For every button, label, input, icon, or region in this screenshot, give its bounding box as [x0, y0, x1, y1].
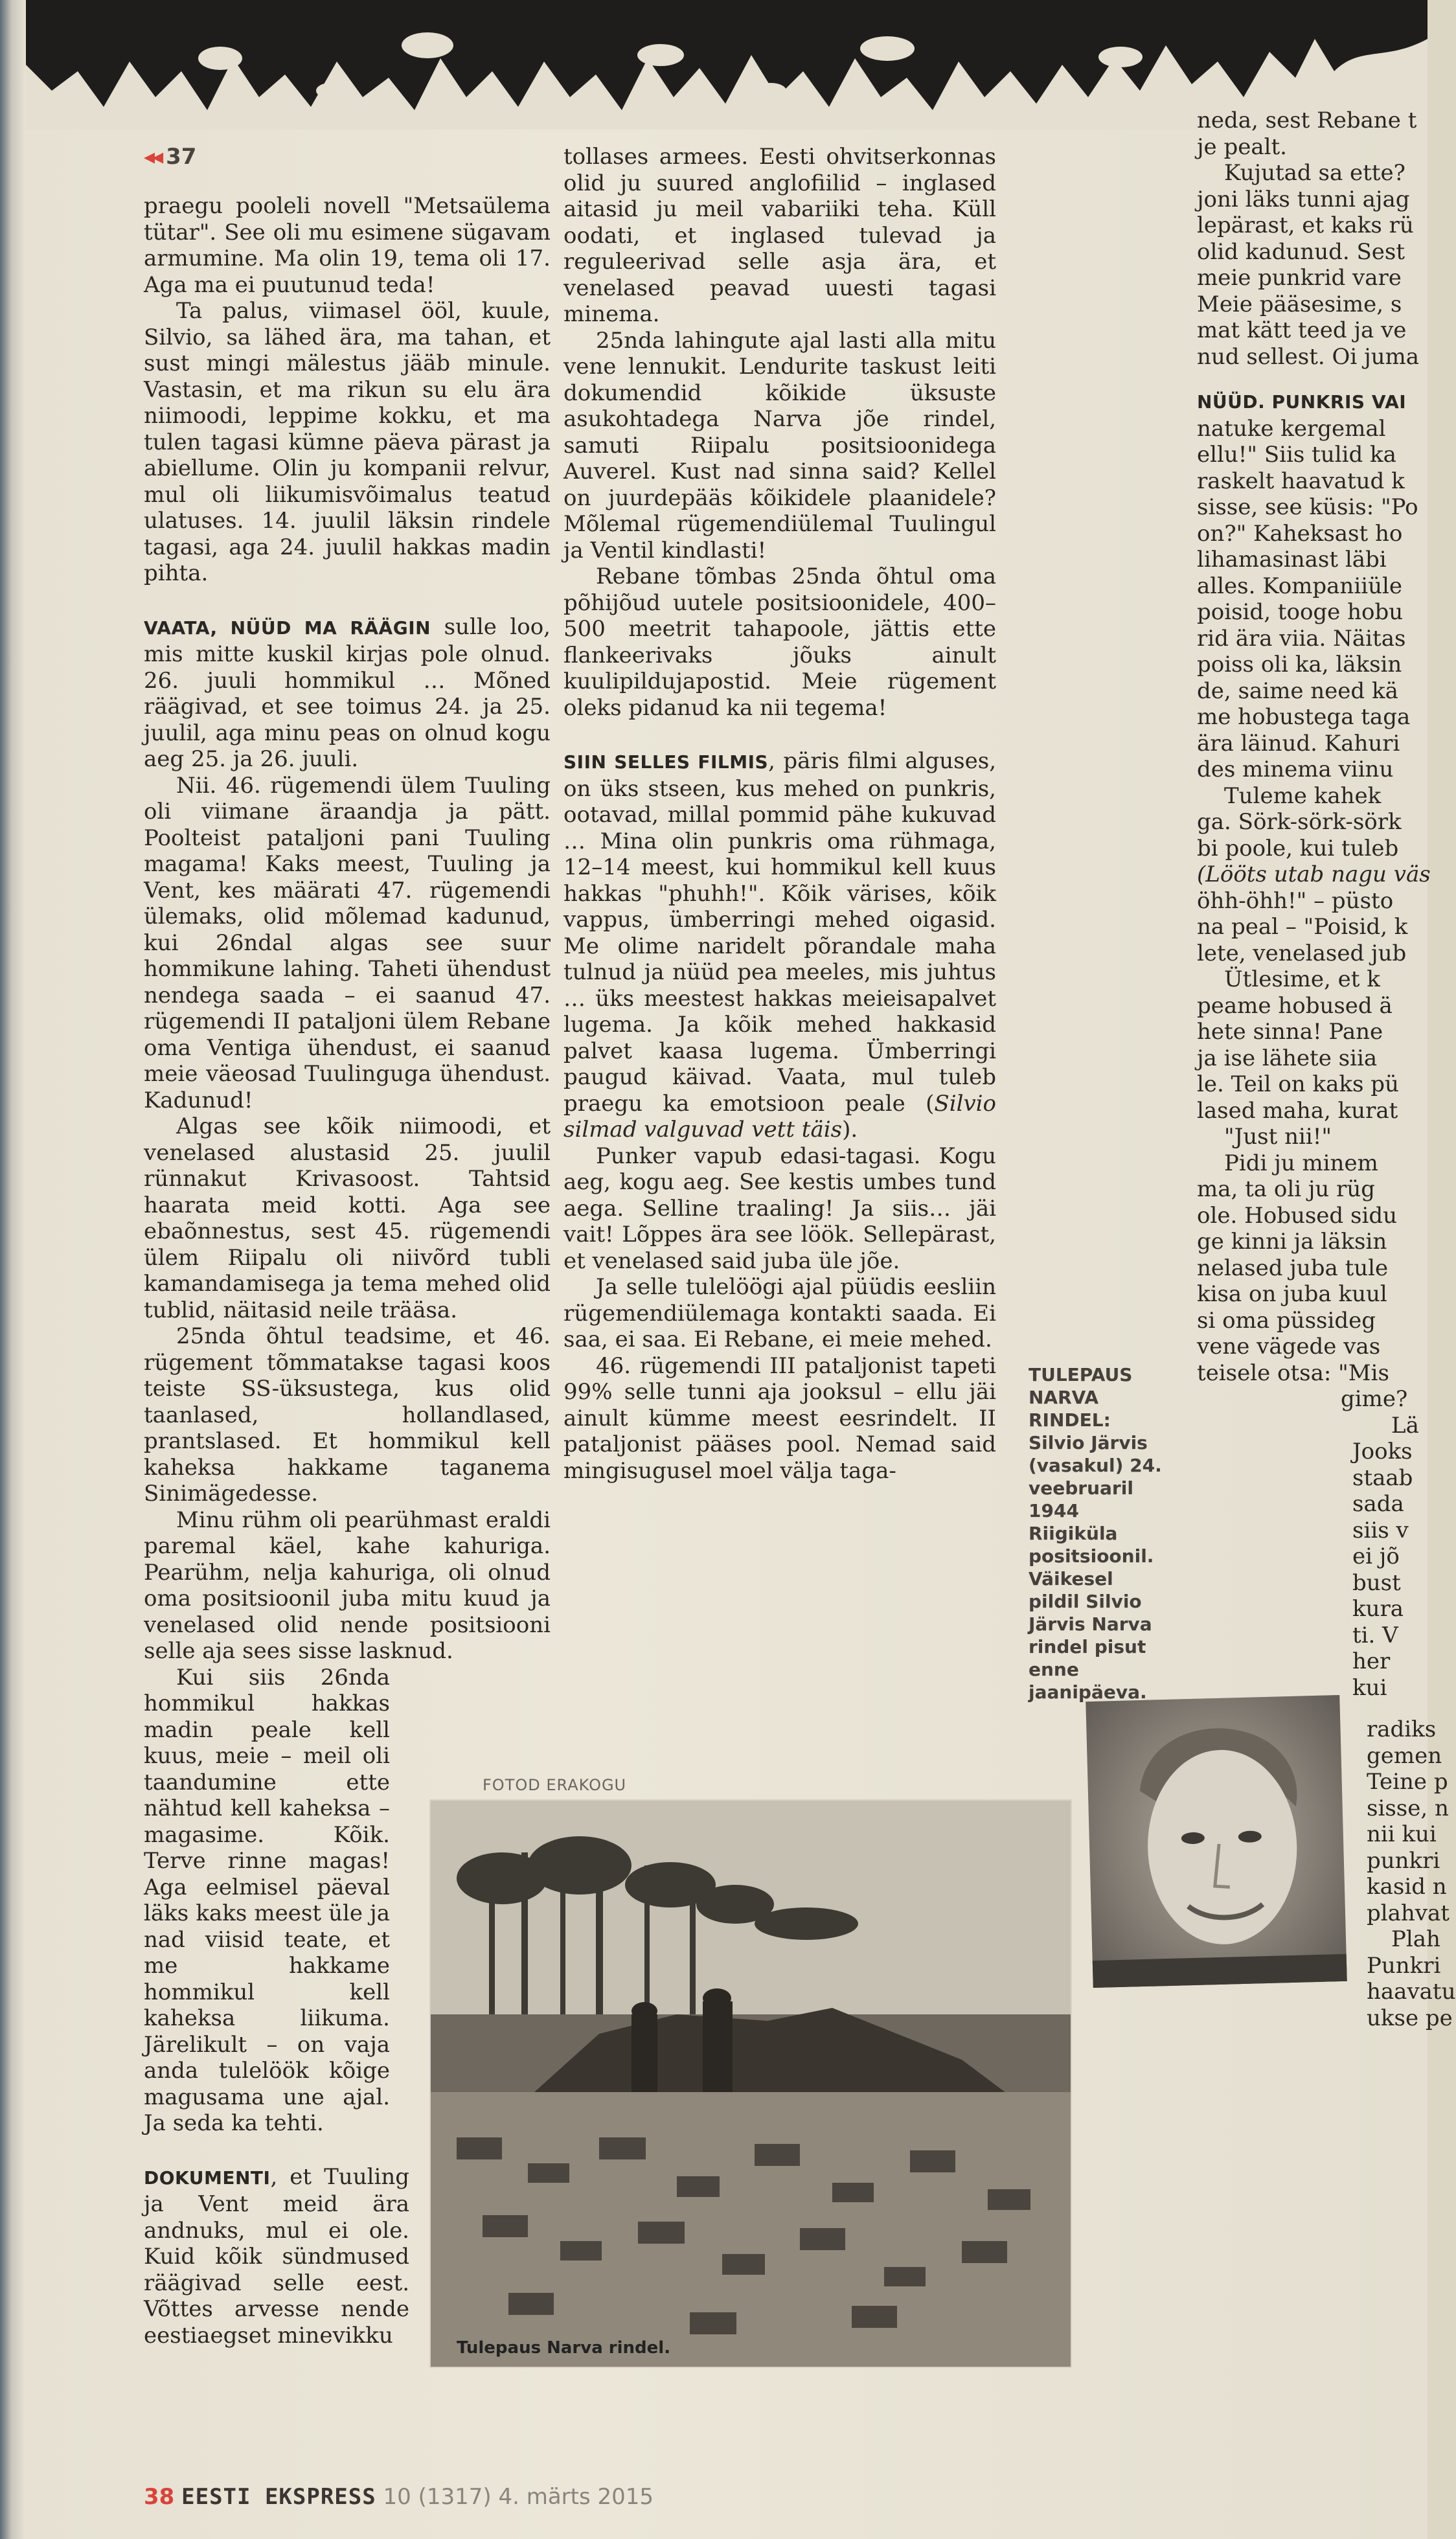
- page-number: 38: [144, 2484, 175, 2510]
- caption-text: Silvio Järvis (vasakul) 24. veebruaril 1944 Riigiküla positsioonil. Väikesel pildil Silvio Järvis Narva rindel pisut enne jaanipäeva.: [1029, 1432, 1162, 1703]
- paragraph: Minu rühm oli pearühmast eraldi paremal käel, kahe kahuriga. Pearühm, nelja kahuriga, oli olnud oma positsioonil juba mitu kuud ja venelased olid nende positsiooni selle aja sees sisse lasknud.: [144, 1507, 551, 1664]
- paragraph: Kui siis 26nda hommikul hakkas madin peale kell kuus, meie – meil oli taandumine ette nähtud kell kaheksa – magasime. Kõik. Terve rinne magas! Aga eelmisel päeval läks kaks meest üle ja nad viisid teate, et me hakkame hommikul kell kaheksa liikuma. Järelikult – on vaja anda tulelöök kõige magusama une ajal. Ja seda ka tehti.: [144, 1664, 390, 2136]
- magazine-page: [26, 0, 1456, 2539]
- section-lead: SIIN SELLES FILMIS: [563, 751, 769, 773]
- paragraph: tollases armees. Eesti ohvitserkonnas olid ju suured anglofiilid – inglased aitasid ju meil vabariiki teha. Küll oodati, et inglased tulevad ja reguleerivad selle asja ära, et venelased peavad uuesti tagasi minema.: [563, 144, 996, 327]
- paragraph: 25nda õhtul teadsime, et 46. rügement tõmmatakse tagasi koos teiste SS-üksustega, kus olid taanlased, hollandlased, prantslased. Et hommikul kell kaheksa hakkame taganema Sinimägedesse.: [144, 1323, 551, 1507]
- paragraph: SIIN SELLES FILMIS, päris filmi alguses, on üks stseen, kus mehed on punkris, ootavad, millal pommid pähe kukuvad … Mina olin punkris oma rühmaga, 12–14 meest, kui hommikul kell kuus hakkas "phuhh!". Kõik värises, kõik vappus, ümberringi mehed oigasid. Me olime naridelt põrandale maha tulnud ja nüüd pea meeles, mis juhtus … üks meestest hakkas meieisapalvet lugema. Ja kõik mehed hakkasid palvet kaasa lugema. Ümberringi paugud käivad. Vaata, mul tuleb praegu ka emotsioon peale (Silvio silmad valguvad vett täis).: [563, 748, 996, 1143]
- caption-title: TULEPAUS NARVA RINDEL:: [1029, 1364, 1133, 1431]
- double-arrow-left-icon: ◂◂: [144, 144, 161, 170]
- photo-narva-front: [431, 1801, 1071, 2367]
- photo-credit: FOTOD ERAKOGU: [483, 1776, 627, 1794]
- section-lead: NÜÜD. PUNKRIS VAI: [1197, 391, 1407, 413]
- paragraph: Ja selle tulelöögi ajal püüdis eesliin rügemendiülemaga kontakti saada. Ei saa, ei saa. Ei Rebane, ei meie mehed.: [563, 1274, 996, 1352]
- paragraph: Ta palus, viimasel ööl, kuule, Silvio, sa lähed ära, ma tahan, et sust mingi mälestus jääb minule. Vastasin, et ma rikun su elu ära niimoodi, leppime kokku, et ma tulen tagasi kümne päeva pärast ja abiellume. Olin ju kompanii relvur, mul oli liikumisvõimalus teatud ulatuses. 14. juulil läksin rindele tagasi, aga 24. juulil hakkas madin pihta.: [144, 298, 551, 586]
- page-footer: [144, 2484, 654, 2510]
- paragraph: 46. rügemendi III pataljonist tapeti 99% selle tunni aja jooksul – ellu jäi ainult kümme meest eesrindelt. II pataljonist pääses pool. Nemad said mingisugusel moel välja taga-: [563, 1352, 996, 1484]
- article-column-2: [563, 144, 996, 1484]
- paragraph: Punker vapub edasi-tagasi. Kogu aeg, kogu aeg. See kestis umbes tund aega. Selline traaling! Ja siis… jäi vait! Lõppes ära see löök. Sellepärast, et venelased said juba üle jõe.: [563, 1143, 996, 1274]
- section-lead: DOKUMENTI: [144, 2167, 271, 2189]
- paragraph: VAATA, NÜÜD MA RÄÄGIN sulle loo, mis mitte kuskil kirjas pole olnud. 26. juuli hommikul … Mõned räägivad, et see toimus 24. ja 25. juulil, aga minu peas on olnud kogu aeg 25. ja 26. juuli.: [144, 613, 551, 772]
- paragraph: DOKUMENTI, et Tuuling ja Vent meid ära andnuks, mul ei ole. Kuid kõik sündmused räägivad selle eest. Võttes arvesse nende eestiaegset minevikku: [144, 2163, 409, 2349]
- section-lead: VAATA, NÜÜD MA RÄÄGIN: [144, 617, 431, 639]
- paragraph: 25nda lahingute ajal lasti alla mitu vene lennukit. Lendurite taskust leiti dokumendid kõikide üksuste asukohtadega Narva jõe rindel, samuti Riipalu positsioonidega Auverel. Kust nad sinna said? Kellel on juurdepääs kõikidele plaanidele? Mõlemal rügemendiülemal Tuulingul ja Ventil kindlasti!: [563, 327, 996, 564]
- paragraph: praegu pooleli novell "Metsaülema tütar". See oli mu esimene sügavam armumine. Ma olin 19, tema oli 17. Aga ma ei puutunud teda!: [144, 193, 551, 298]
- article-column-4-cropped: neda, sest Rebane t je pealt. Kujutad sa ette? joni läks tunni ajag lepärast, et kaks rü olid kadunud. Sest meie punkrid vare Meie pääsesime, s mat kätt teed ja ve nud sellest. Oi juma NÜÜD. PUNKRIS VAI natuke kergemal ellu!" Siis tulid ka raskelt haavatud k sisse, see küsis: "Po on?" Kaheksast ho lihamasinast läbi alles. Kompaniiüle poisid, tooge hobu rid ära viia. Näitas poiss oli ka, läksin de, saime need kä me hobustega taga ära läinud. Kahuri des minema viinu Tuleme kahek ga. Sörk-sörk-sörk bi poole, kui tuleb (Lööts utab nagu väs öhh-öhh!" – püsto na peal – "Poisid, k lete, venelased jub Ütlesime, et k peame hobused ä hete sinna! Pane ja ise lähete siia le. Teil on kaks pü lased maha, kurat "Just nii!" Pidi ju minem ma, ta oli ju rüg ole. Hobused sidu ge kinni ja läksin nelased juba tule kisa on juba kuul si oma püssideg vene vägede vas teisele otsa: "Mis gime? Lä Jooks staab sada siis v ei jõ bust kura ti. V her kui radiks gemen Teine p sisse, n nii kui punkri kasid n plahvat Plah Punkri haavatu ukse pe: [1197, 108, 1456, 2031]
- portrait-photo: [1086, 1695, 1347, 1988]
- publication-name: EESTI EKSPRESS: [181, 2484, 376, 2510]
- photo-caption: Tulepaus Narva rindel.: [457, 2338, 671, 2358]
- paragraph: Rebane tõmbas 25nda õhtul oma põhijõud uutele positsioonidele, 400–500 meetrit tahapoole, jättis ette flankeerivaks jõuks ainult kuulipildujapostid. Meie rügement oleks pidanud ka nii tegema!: [563, 564, 996, 721]
- page-binding: [0, 0, 26, 2539]
- paragraph: Algas see kõik niimoodi, et venelased alustasid 25. juulil rünnakut Krivasoost. Tahtsid haarata meid kotti. Aga see ebaõnnestus, sest 45. rügemendi ülem Riipalu oli niivõrd tubli kamandamisega ja tema mehed olid tublid, näitasid neile trääsa.: [144, 1113, 551, 1323]
- previous-page-number: 37: [166, 144, 197, 170]
- previous-page-ref: [144, 144, 196, 170]
- italic-remark: Silvio silmad valguvad vett täis: [563, 1090, 996, 1143]
- photo-caption-box: [1029, 1363, 1165, 1703]
- issue-info: 10 (1317) 4. märts 2015: [383, 2484, 654, 2510]
- paragraph: Nii. 46. rügemendi ülem Tuuling oli viimane äraandja ja pätt. Poolteist pataljoni pani Tuuling magama! Kaks meest, Tuuling ja Vent, kes määrati 47. rügemendi ülemaks, olid mõlemad kadunud, kui 26ndal algas see suur hommikune lahing. Taheti ühendust nendega saada – ei saanud 47. rügemendi II pataljoni ülem Rebane oma Ventiga ühendust, ei saanud meie väeosad Tuulinguga ühendust. Kadunud!: [144, 772, 551, 1113]
